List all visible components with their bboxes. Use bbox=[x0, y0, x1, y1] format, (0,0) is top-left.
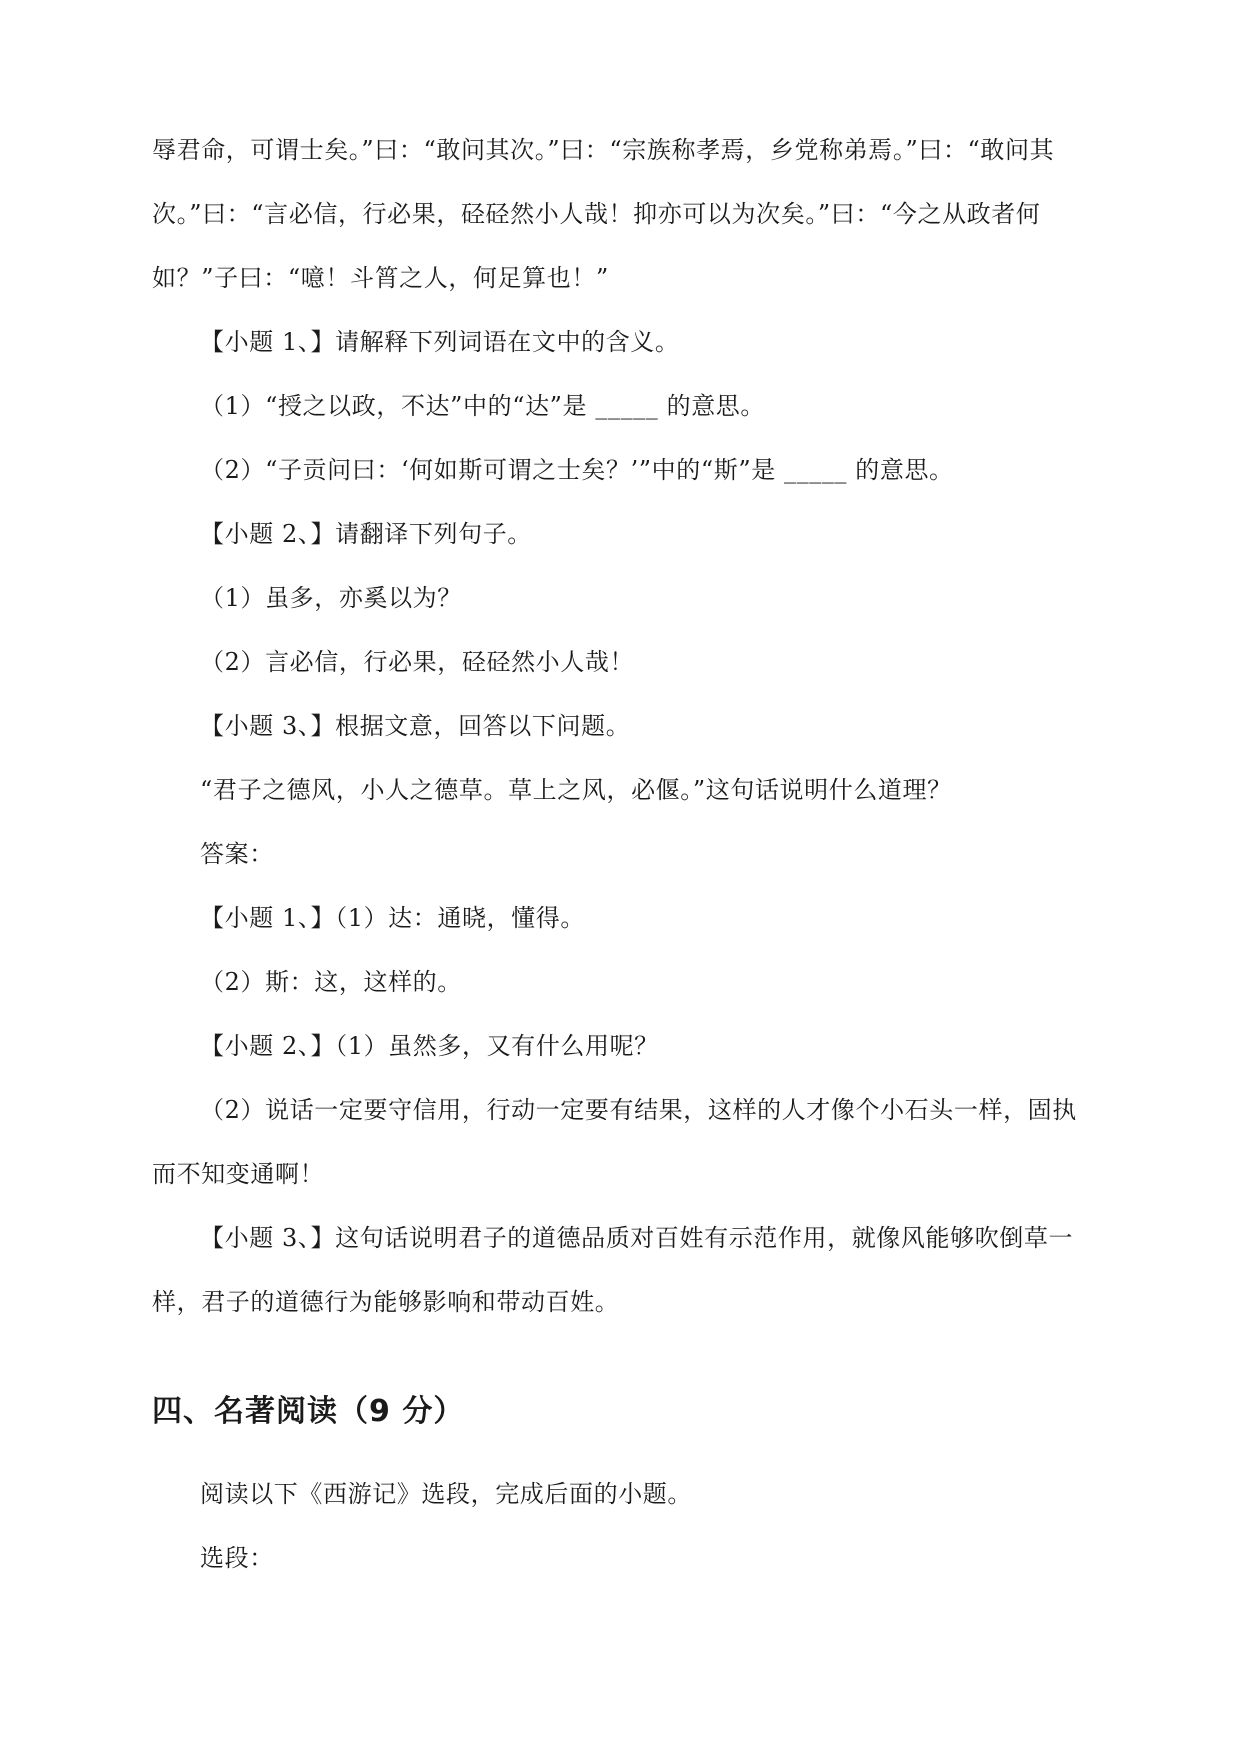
question-2-item-1: （1）虽多，亦奚以为？ bbox=[200, 584, 462, 612]
section-4-excerpt-label: 选段： bbox=[200, 1544, 274, 1572]
passage-line-2: 次。”曰：“言必信，行必果，硁硁然小人哉！抑亦可以为次矣。”曰：“今之从政者何 bbox=[152, 200, 1041, 228]
question-1-item-2: （2）“子贡问曰：‘何如斯可谓之士矣？’”中的“斯”是 _____ 的意思。 bbox=[200, 456, 954, 484]
answer-label: 答案： bbox=[200, 840, 274, 868]
answer-3-line-1: 【小题 3、】这句话说明君子的道德品质对百姓有示范作用，就像风能够吹倒草一 bbox=[200, 1224, 1074, 1252]
section-4-intro: 阅读以下《西游记》选段，完成后面的小题。 bbox=[200, 1480, 692, 1508]
passage-line-3: 如？”子曰：“噫！斗筲之人，何足算也！” bbox=[152, 264, 609, 292]
passage-line-1: 辱君命，可谓士矣。”曰：“敢问其次。”曰：“宗族称孝焉，乡党称弟焉。”曰：“敢问其 bbox=[152, 136, 1055, 164]
answer-3-line-2: 样，君子的道德行为能够影响和带动百姓。 bbox=[152, 1288, 620, 1316]
question-2-title: 【小题 2、】请翻译下列句子。 bbox=[200, 520, 532, 548]
question-3-title: 【小题 3、】根据文意，回答以下问题。 bbox=[200, 712, 631, 740]
answer-1-line-2: （2）斯：这，这样的。 bbox=[200, 968, 462, 996]
answer-2-line-3: 而不知变通啊！ bbox=[152, 1160, 325, 1188]
answer-1-line-1: 【小题 1、】（1）达：通晓，懂得。 bbox=[200, 904, 585, 932]
question-1-item-1: （1）“授之以政，不达”中的“达”是 _____ 的意思。 bbox=[200, 392, 766, 420]
section-4-heading: 四、名著阅读（9 分） bbox=[152, 1394, 465, 1429]
question-1-title: 【小题 1、】请解释下列词语在文中的含义。 bbox=[200, 328, 680, 356]
question-3-text: “君子之德风，小人之德草。草上之风，必偃。”这句话说明什么道理？ bbox=[200, 776, 952, 804]
answer-2-line-2: （2）说话一定要守信用，行动一定要有结果，这样的人才像个小石头一样，固执 bbox=[200, 1096, 1077, 1124]
answer-2-line-1: 【小题 2、】（1）虽然多，又有什么用呢？ bbox=[200, 1032, 659, 1060]
question-2-item-2: （2）言必信，行必果，硁硁然小人哉！ bbox=[200, 648, 635, 676]
